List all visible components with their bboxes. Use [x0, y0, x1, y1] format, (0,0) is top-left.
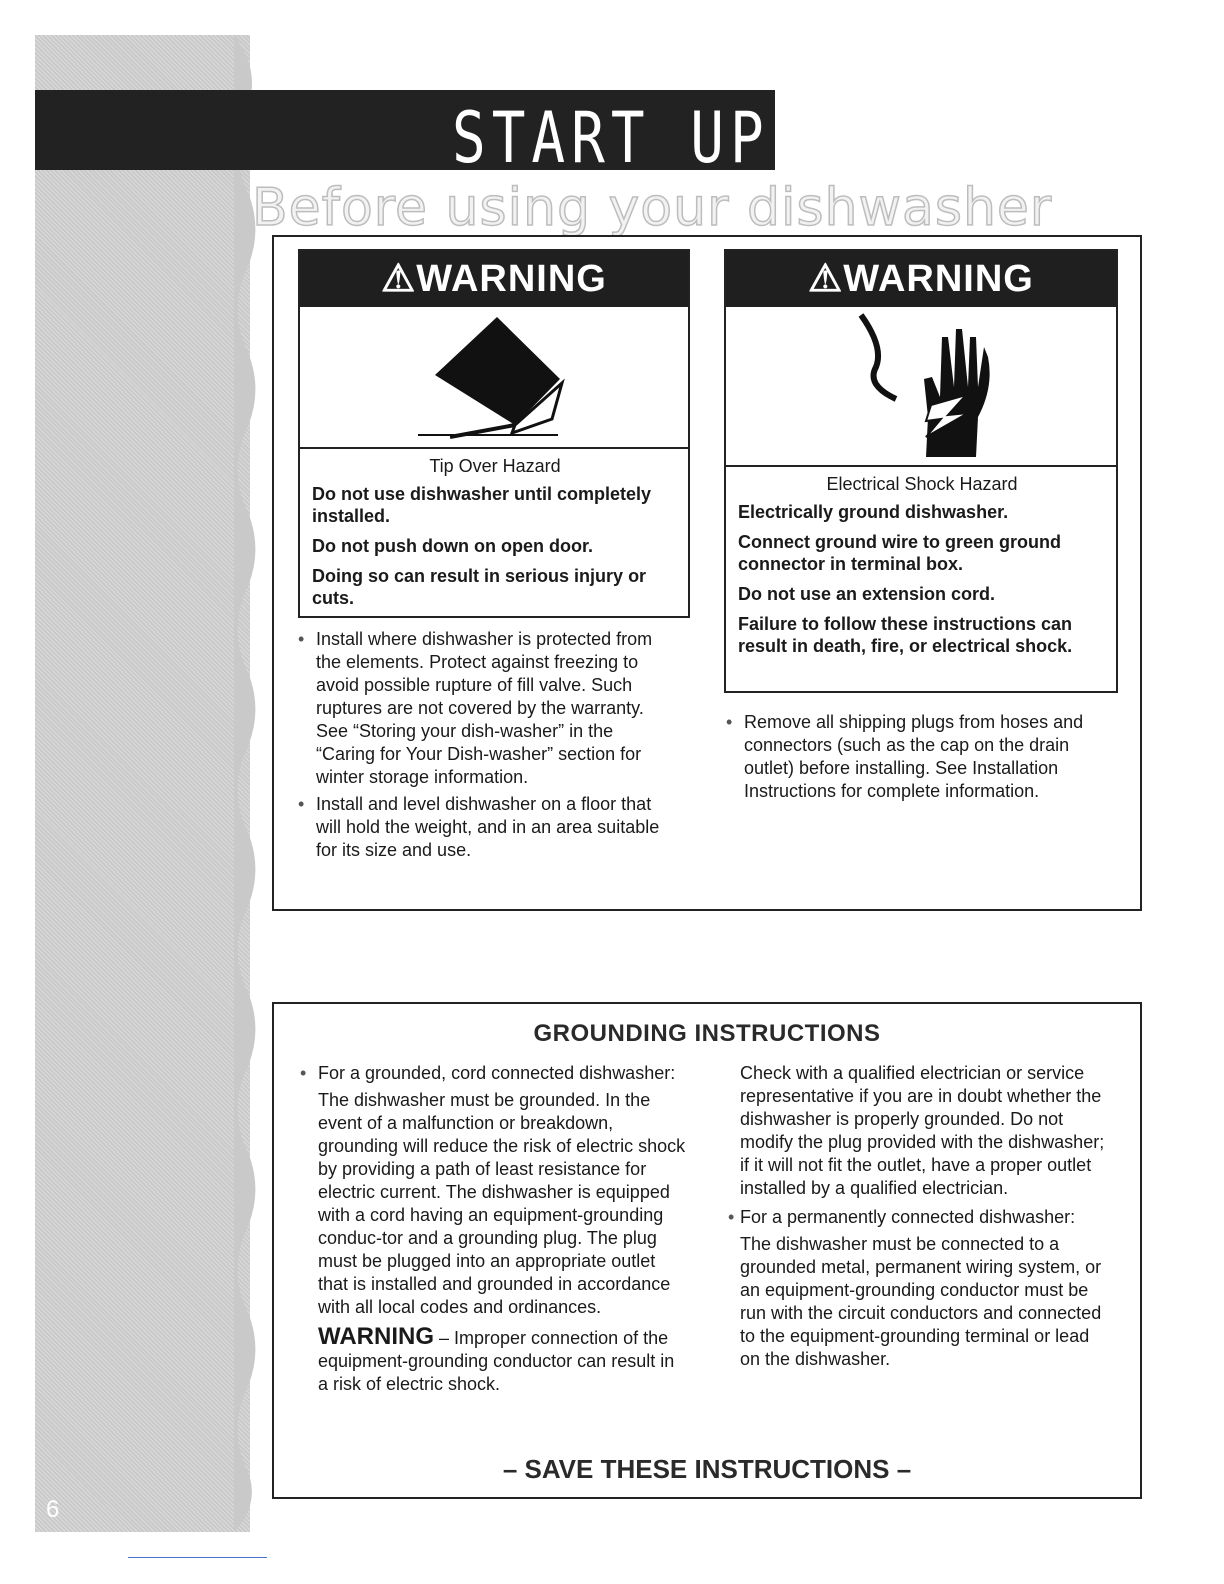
warning-line: Connect ground wire to green ground connector in terminal box. — [738, 532, 1061, 574]
grounding-right-column — [726, 1062, 1111, 1377]
grounding-paragraph: Check with a qualified electrician or service representative if you are in doubt whether the dishwasher is properly grounded. Do not modify the plug provided with the dishwasher; if it will not fit the outlet, have a proper outlet installed by a qualified electrician. — [740, 1063, 1105, 1198]
list-item: • For a permanently connected dishwasher: — [726, 1206, 1111, 1229]
footer-rule — [128, 1557, 267, 1558]
warning-header: ⚠WARNING — [300, 251, 688, 307]
page-number: 6 — [46, 1496, 60, 1523]
warning-line: Doing so can result in serious injury or cuts. — [312, 566, 647, 608]
grounding-warning — [318, 1325, 688, 1396]
hazard-title: Tip Over Hazard — [429, 456, 561, 476]
tip-over-illustration — [300, 307, 688, 449]
list-item: • Remove all shipping plugs from hoses and connectors (such as the cap on the drain outlet) before installing. See Installation Instructions for complete information. — [724, 711, 1084, 803]
hazard-title: Electrical Shock Hazard — [826, 474, 1018, 494]
grounding-title: GROUNDING INSTRUCTIONS — [533, 1020, 881, 1047]
decorative-sidebar — [35, 35, 250, 1532]
grounding-section — [272, 1002, 1142, 1499]
grounding-paragraph: The dishwasher must be connected to a grounded metal, permanent wiring system, or an equipment-grounding conductor must be run with the circuit conductors and connected to the equipment-grounding terminal or lead on the dishwasher. — [740, 1234, 1102, 1369]
electric-hand-icon — [726, 307, 1116, 465]
warning-text: – Improper connection of the equipment-grounding conductor can result in a risk of electric shock. — [318, 1328, 675, 1394]
page-title: START UP GUIDE — [452, 98, 1009, 180]
wavy-edge — [234, 35, 264, 1532]
warning-line: Failure to follow these instructions can result in death, fire, or electrical shock. — [738, 614, 1073, 656]
warning-header: ⚠WARNING — [726, 251, 1116, 307]
warning-label: WARNING — [318, 1323, 434, 1350]
shipping-bullets — [724, 711, 1084, 807]
electrical-shock-warning — [724, 249, 1118, 693]
grounding-left-column — [298, 1062, 688, 1402]
grounding-paragraph: The dishwasher must be grounded. In the event of a malfunction or breakdown, grounding will reduce the risk of electric shock by providing a path of least resistance for electric current. The dishwasher is equipped with a cord having an equipment-grounding conduc-tor and a grounding plug. The plug must be plugged into an appropriate outlet that is installed and grounded in accordance with all local codes and ordinances. — [318, 1090, 686, 1317]
list-item: • For a grounded, cord connected dishwasher: — [298, 1062, 688, 1085]
warning-line: Electrically ground dishwasher. — [738, 502, 1009, 522]
warning-line: Do not use dishwasher until completely installed. — [312, 484, 652, 526]
tip-over-warning — [298, 249, 690, 618]
tip-over-icon — [300, 307, 688, 447]
list-item: • Install where dishwasher is protected from the elements. Protect against freezing to avoid possible rupture of fill valve. Such ruptures are not covered by the warranty. See “Storing your dish-washer” in the “Caring for Your Dish-washer” section for winter storage information. — [296, 628, 671, 789]
list-item: • Install and level dishwasher on a floor that will hold the weight, and in an area suitable for its size and use. — [296, 793, 671, 862]
warning-line: Do not push down on open door. — [312, 536, 593, 556]
save-instructions: – SAVE THESE INSTRUCTIONS – — [502, 1454, 912, 1484]
section-subtitle: Before using your dishwasher — [252, 178, 1053, 238]
shock-illustration — [726, 307, 1116, 467]
warning-line: Do not use an extension cord. — [738, 584, 996, 604]
installation-bullets — [296, 628, 671, 866]
